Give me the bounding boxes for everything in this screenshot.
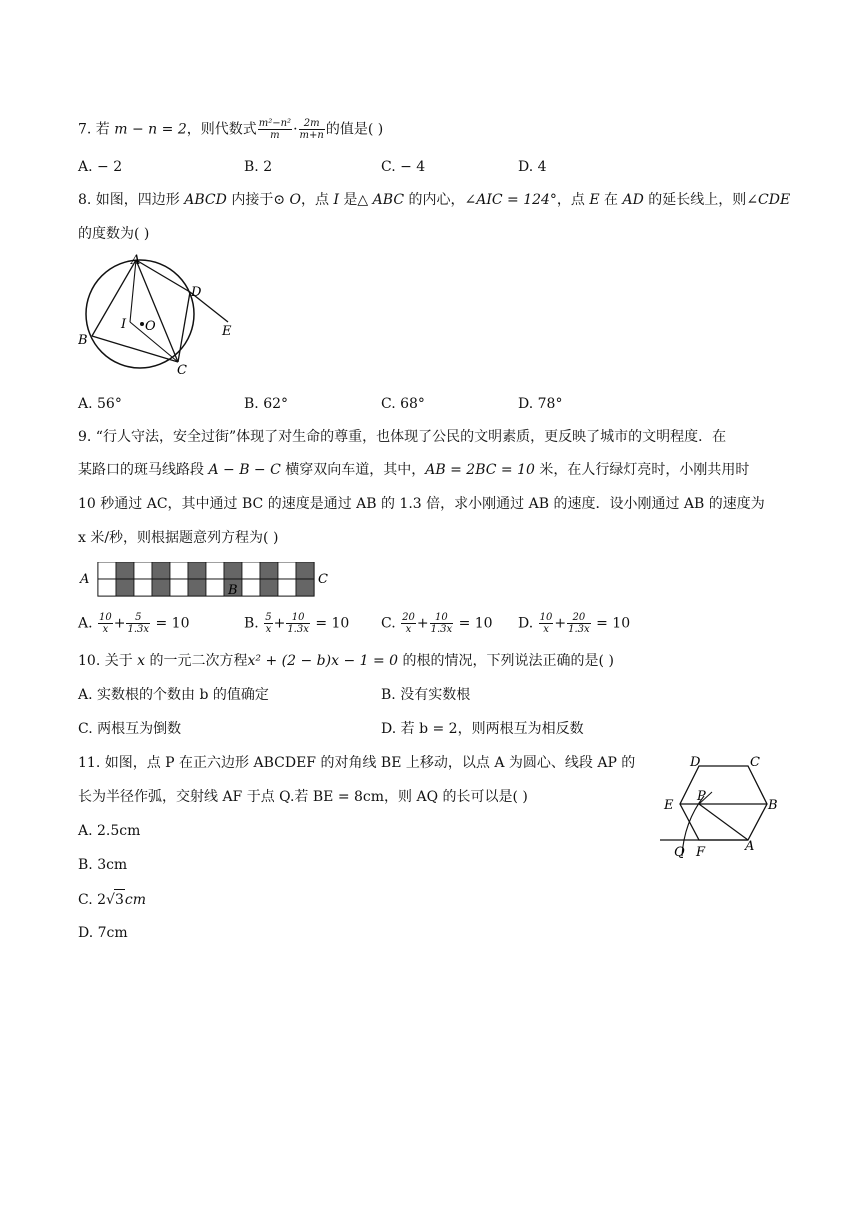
q11-label-b: B [768, 798, 778, 813]
q11-stem-line2: 长为半径作弧，交射线 AF 于点 Q.若 BE = 8cm，则 AQ 的长可以是( ) [78, 789, 528, 805]
q8-option-c: C. 68° [381, 396, 425, 412]
zebra-stripe [134, 562, 152, 579]
q8-label-d: D [191, 285, 202, 300]
zebra-stripe [242, 579, 260, 596]
zebra-stripe [170, 579, 188, 596]
q9-option-d: D. $\frac{10}{x}$ + $\frac{20}{1.3x}$ = 10 [518, 612, 631, 635]
zebra-stripe [134, 579, 152, 596]
q7-option-a: A. − 2 [78, 159, 123, 175]
q7-option-c: C. − 4 [381, 159, 426, 175]
zebra-stripe [278, 562, 296, 579]
q11-stem-line1: 11. 如图，点 P 在正六边形 ABCDEF 的对角线 BE 上移动，以点 A 为圆心、线段 AP 的 [78, 755, 636, 771]
q10-option-c: C. 两根互为倒数 [78, 721, 182, 737]
q11-option-c: C. 2√3cm [78, 889, 146, 910]
q9-label-b: B [228, 583, 238, 598]
q8-option-a: A. 56° [78, 396, 122, 412]
q11-hexagon-figure [660, 752, 790, 862]
q8-label-a: A [131, 253, 141, 268]
q9-option-b: B. $\frac{5}{x}$ + $\frac{10}{1.3x}$ = 10 [244, 612, 350, 635]
zebra-stripe [206, 562, 224, 579]
q8-label-o: O [145, 319, 156, 334]
q10-option-a: A. 实数根的个数由 b 的值确定 [78, 687, 269, 703]
q11-label-d: D [690, 755, 701, 770]
q11-label-e: E [664, 798, 674, 813]
q9-zebra-crossing-figure [78, 562, 338, 598]
q10-option-b: B. 没有实数根 [381, 687, 471, 703]
q7-fraction-1: $\frac{\text{m²−n²}}{m}$ [258, 118, 292, 141]
q8-option-b: B. 62° [244, 396, 289, 412]
zebra-stripe [188, 579, 206, 596]
q9-stem-line4: x 米/秒，则根据题意列方程为( ) [78, 530, 279, 546]
zebra-stripe [260, 579, 278, 596]
q8-label-i: I [121, 317, 127, 332]
zebra-stripe [152, 579, 170, 596]
q8-stem-line2: 的度数为( ) [78, 226, 150, 242]
q7-stem: 7. 若 m − n = 2，则代数式 $\frac{\text{m²−n²}}{m}$ · $\frac{2m}{m+n}$ 的值是( ) [78, 118, 384, 141]
zebra-stripe [98, 562, 116, 579]
q9-stem-line3: 10 秒通过 AC，其中通过 BC 的速度是通过 AB 的 1.3 倍，求小刚通过 AB 的速度．设小刚通过 AB 的速度为 [78, 496, 765, 512]
zebra-stripe [152, 562, 170, 579]
q11-label-p: P [697, 789, 706, 804]
zebra-stripe [242, 562, 260, 579]
circle-o [86, 260, 194, 368]
zebra-stripe [224, 562, 242, 579]
q9-label-c: C [318, 572, 328, 587]
zebra-stripe [206, 579, 224, 596]
q10-stem: 10. 关于 x 的一元二次方程x² + (2 − b)x − 1 = 0 的根的情况，下列说法正确的是( ) [78, 653, 614, 669]
q9-stem-line1: 9. “行人守法，安全过街”体现了对生命的尊重，也体现了公民的文明素质，更反映了城市的文明程度．在 [78, 429, 727, 445]
q10-option-d: D. 若 b = 2，则两根互为相反数 [381, 721, 584, 737]
q8-circle-figure [78, 252, 248, 377]
q8-label-e: E [222, 324, 232, 339]
q7-fraction-2: $\frac{2m}{m+n}$ [299, 118, 324, 141]
zebra-stripe [170, 562, 188, 579]
zebra-stripe [278, 579, 296, 596]
q11-option-b: B. 3cm [78, 857, 128, 873]
q8-option-d: D. 78° [518, 396, 563, 412]
q9-option-a: A. $\frac{10}{x}$ + $\frac{5}{1.3x}$ = 10 [78, 612, 190, 635]
zebra-stripe [116, 579, 134, 596]
q11-label-q: Q [674, 845, 685, 860]
q11-option-d: D. 7cm [78, 925, 128, 941]
q8-label-c: C [177, 363, 187, 377]
zebra-stripe [98, 579, 116, 596]
q7-option-d: D. 4 [518, 159, 547, 175]
zebra-stripe [260, 562, 278, 579]
q9-option-c: C. $\frac{20}{x}$ + $\frac{10}{1.3x}$ = 10 [381, 612, 493, 635]
q8-label-b: B [78, 333, 88, 348]
q11-label-f: F [696, 845, 706, 860]
zebra-stripe [116, 562, 134, 579]
zebra-stripe [296, 562, 314, 579]
q9-label-a: A [80, 572, 90, 587]
q8-stem-line1: 8. 如图，四边形 ABCD 内接于⊙ O，点 I 是△ ABC 的内心，∠AIC = 124°，点 E 在 AD 的延长线上，则∠CDE [78, 192, 791, 208]
q7-option-b: B. 2 [244, 159, 273, 175]
q11-option-a: A. 2.5cm [78, 823, 141, 839]
zebra-stripe [296, 579, 314, 596]
q11-label-c: C [750, 755, 760, 770]
zebra-stripe [188, 562, 206, 579]
q9-stem-line2: 某路口的斑马线路段 A − B − C 横穿双向车道，其中，AB = 2BC = 10 米，在人行绿灯亮时，小刚共用时 [78, 462, 750, 478]
q11-label-a: A [745, 839, 755, 854]
